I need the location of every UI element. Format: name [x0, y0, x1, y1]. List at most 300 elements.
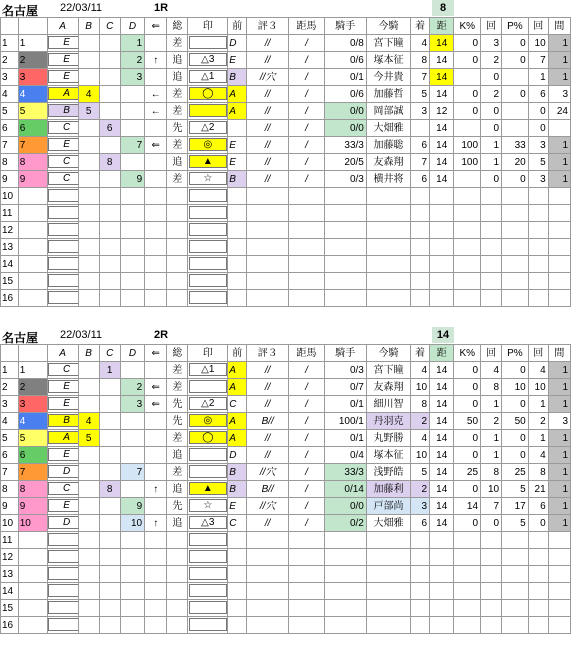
interval: 1	[548, 396, 570, 413]
row-no: 9	[1, 498, 19, 515]
p-pct: 50	[502, 413, 529, 430]
chaku: 7	[411, 154, 430, 171]
rank-a	[47, 396, 78, 413]
row-no: 6	[1, 120, 19, 137]
kyoba: /	[289, 52, 324, 69]
mark-value: △1	[189, 70, 227, 83]
mark-value	[189, 465, 227, 478]
mark-value	[189, 257, 227, 270]
table-row	[1, 205, 571, 222]
waku-no: 9	[18, 498, 47, 515]
chaku: 8	[411, 396, 430, 413]
style: 差	[167, 171, 188, 188]
rank-d	[120, 430, 144, 447]
rank-b	[78, 188, 99, 205]
now-jockey: 浅野皓	[366, 464, 410, 481]
kai2: 0	[528, 120, 548, 137]
k-pct	[454, 256, 481, 273]
kai: 2	[481, 52, 502, 69]
style	[167, 222, 188, 239]
rank-d: 7	[120, 464, 144, 481]
chaku: 6	[411, 137, 430, 154]
rank-a	[47, 86, 78, 103]
rank-b	[78, 69, 99, 86]
prev-rank: E	[228, 137, 247, 154]
mark	[188, 35, 228, 52]
distance	[430, 600, 454, 617]
chaku: 3	[411, 498, 430, 515]
kyoba	[289, 239, 324, 256]
kai2	[528, 583, 548, 600]
rank-d	[120, 413, 144, 430]
chaku: 4	[411, 35, 430, 52]
k-pct: 14	[454, 498, 481, 515]
k-pct: 0	[454, 103, 481, 120]
hyo3: //	[247, 52, 289, 69]
interval	[548, 273, 570, 290]
p-pct	[502, 600, 529, 617]
rank-a	[47, 532, 78, 549]
now-jockey: 大畑雅	[366, 515, 410, 532]
hyo3: B//	[247, 413, 289, 430]
now-jockey: 丸野勝	[366, 430, 410, 447]
now-jockey: 友森翔	[366, 379, 410, 396]
style: 差	[167, 464, 188, 481]
p-pct	[502, 273, 529, 290]
hyo3	[247, 205, 289, 222]
distance: 14	[430, 413, 454, 430]
prev-rank: A	[228, 430, 247, 447]
table-row	[1, 549, 571, 566]
rank-a-value: E	[48, 380, 79, 393]
rank-a-value	[48, 533, 79, 546]
table-row	[1, 52, 571, 69]
prev-rank	[228, 120, 247, 137]
rank-b	[78, 447, 99, 464]
row-no: 10	[1, 188, 19, 205]
kishu	[324, 256, 366, 273]
kai2	[528, 205, 548, 222]
rank-d: 2	[120, 52, 144, 69]
p-pct: 5	[502, 481, 529, 498]
prev-rank	[228, 583, 247, 600]
interval: 1	[548, 498, 570, 515]
kyoba: /	[289, 103, 324, 120]
rank-a	[47, 256, 78, 273]
distance	[430, 256, 454, 273]
kyoba: /	[289, 413, 324, 430]
p-pct	[502, 532, 529, 549]
rank-c	[99, 583, 120, 600]
mark-value	[189, 618, 227, 631]
style: 差	[167, 430, 188, 447]
kai2: 10	[528, 379, 548, 396]
now-jockey	[366, 239, 410, 256]
rank-a	[47, 120, 78, 137]
now-jockey: 細川智	[366, 396, 410, 413]
hyo3: //穴	[247, 498, 289, 515]
header-mark: 印	[188, 345, 228, 362]
rank-b	[78, 290, 99, 307]
table-row	[1, 617, 571, 634]
rank-a	[47, 379, 78, 396]
kishu	[324, 188, 366, 205]
header-kai: 回	[481, 345, 502, 362]
waku-no: 7	[18, 137, 47, 154]
now-jockey	[366, 222, 410, 239]
distance: 14	[430, 481, 454, 498]
kishu	[324, 617, 366, 634]
header-distance: 距	[430, 18, 454, 35]
now-jockey	[366, 549, 410, 566]
kai: 2	[481, 86, 502, 103]
style: 追	[167, 481, 188, 498]
rank-d	[120, 154, 144, 171]
chaku	[411, 188, 430, 205]
prev-rank	[228, 205, 247, 222]
now-jockey: 加藤利	[366, 481, 410, 498]
row-no: 6	[1, 447, 19, 464]
kishu: 0/7	[324, 379, 366, 396]
kai2: 21	[528, 481, 548, 498]
interval	[548, 549, 570, 566]
p-pct	[502, 549, 529, 566]
interval	[548, 205, 570, 222]
k-pct: 0	[454, 86, 481, 103]
rank-a-value: E	[48, 499, 79, 512]
chaku	[411, 273, 430, 290]
hyo3	[247, 600, 289, 617]
hyo3: //	[247, 430, 289, 447]
header-p-pct: P%	[502, 18, 529, 35]
mark-value: ▲	[189, 155, 227, 168]
waku-no: 2	[18, 379, 47, 396]
arrow	[145, 171, 167, 188]
prev-rank: D	[228, 447, 247, 464]
header-interval: 間	[548, 18, 570, 35]
rank-a	[47, 515, 78, 532]
row-no: 14	[1, 583, 19, 600]
table-row	[1, 515, 571, 532]
distance: 14	[430, 69, 454, 86]
rank-d	[120, 600, 144, 617]
arrow	[145, 447, 167, 464]
arrow	[145, 498, 167, 515]
kai	[481, 583, 502, 600]
race-number: 2R	[154, 329, 169, 341]
mark-value	[189, 104, 227, 117]
arrow	[145, 600, 167, 617]
rank-d	[120, 86, 144, 103]
header-hyo3: 評３	[247, 18, 289, 35]
table-row	[1, 171, 571, 188]
rank-a	[47, 447, 78, 464]
race-table-2	[0, 344, 571, 634]
row-no: 16	[1, 290, 19, 307]
now-jockey: 横井将	[366, 171, 410, 188]
style	[167, 549, 188, 566]
waku-no	[18, 290, 47, 307]
rank-a-value	[48, 189, 79, 202]
distance: 14	[430, 379, 454, 396]
rank-a	[47, 498, 78, 515]
rank-c	[99, 52, 120, 69]
mark	[188, 447, 228, 464]
rank-a	[47, 205, 78, 222]
rank-a	[47, 52, 78, 69]
kyoba: /	[289, 362, 324, 379]
rank-d: 3	[120, 69, 144, 86]
p-pct	[502, 617, 529, 634]
hyo3: //穴	[247, 69, 289, 86]
kai2	[528, 188, 548, 205]
hyo3	[247, 239, 289, 256]
kyoba: /	[289, 447, 324, 464]
mark	[188, 137, 228, 154]
k-pct	[454, 566, 481, 583]
distance: 14	[430, 137, 454, 154]
k-pct: 50	[454, 413, 481, 430]
kai	[481, 549, 502, 566]
arrow: ←	[145, 86, 167, 103]
table-row	[1, 600, 571, 617]
rank-b	[78, 549, 99, 566]
interval: 1	[548, 515, 570, 532]
prev-rank: A	[228, 379, 247, 396]
rank-c	[99, 413, 120, 430]
distance	[430, 583, 454, 600]
kyoba	[289, 532, 324, 549]
header-interval: 間	[548, 345, 570, 362]
hyo3: //	[247, 154, 289, 171]
rank-a	[47, 362, 78, 379]
rank-d	[120, 222, 144, 239]
p-pct	[502, 205, 529, 222]
kishu	[324, 273, 366, 290]
rank-a-value: C	[48, 482, 79, 495]
rank-c	[99, 205, 120, 222]
waku-no: 8	[18, 481, 47, 498]
rank-b	[78, 205, 99, 222]
rank-d: 2	[120, 379, 144, 396]
mark-value: ☆	[189, 499, 227, 512]
kai	[481, 566, 502, 583]
kai: 1	[481, 396, 502, 413]
row-no: 15	[1, 273, 19, 290]
now-jockey	[366, 205, 410, 222]
p-pct: 0	[502, 171, 529, 188]
interval	[548, 566, 570, 583]
chaku: 7	[411, 69, 430, 86]
rank-a-value: E	[48, 36, 79, 49]
arrow	[145, 256, 167, 273]
k-pct: 100	[454, 154, 481, 171]
kai2	[528, 566, 548, 583]
rank-c	[99, 273, 120, 290]
rank-a-value: C	[48, 172, 79, 185]
now-jockey: 戸部尚	[366, 498, 410, 515]
row-no: 14	[1, 256, 19, 273]
rank-b	[78, 498, 99, 515]
mark-value: △2	[189, 397, 227, 410]
rank-a-value: D	[48, 465, 79, 478]
style: 先	[167, 498, 188, 515]
waku-no: 6	[18, 447, 47, 464]
distance: 14	[430, 464, 454, 481]
arrow	[145, 273, 167, 290]
style: 追	[167, 447, 188, 464]
p-pct: 25	[502, 464, 529, 481]
rank-b: 5	[78, 103, 99, 120]
arrow	[145, 222, 167, 239]
distance: 14	[430, 86, 454, 103]
mark-value	[189, 533, 227, 546]
chaku	[411, 222, 430, 239]
mark	[188, 362, 228, 379]
waku-no	[18, 617, 47, 634]
rank-a	[47, 413, 78, 430]
arrow: ↑	[145, 515, 167, 532]
p-pct	[502, 239, 529, 256]
rank-c	[99, 447, 120, 464]
kai2: 10	[528, 35, 548, 52]
rank-a	[47, 600, 78, 617]
arrow	[145, 188, 167, 205]
distance: 14	[430, 396, 454, 413]
mark-value: ◯	[189, 431, 227, 444]
kyoba	[289, 290, 324, 307]
arrow	[145, 549, 167, 566]
kyoba	[289, 617, 324, 634]
waku-no	[18, 205, 47, 222]
rank-c: 1	[99, 362, 120, 379]
mark	[188, 600, 228, 617]
now-jockey	[366, 188, 410, 205]
kyoba	[289, 205, 324, 222]
prev-rank	[228, 532, 247, 549]
rank-c	[99, 379, 120, 396]
now-jockey: 加藤聡	[366, 137, 410, 154]
kai: 2	[481, 413, 502, 430]
header-prev-rank: 前	[228, 18, 247, 35]
header-style: 総	[167, 18, 188, 35]
k-pct	[454, 69, 481, 86]
rank-c	[99, 515, 120, 532]
arrow	[145, 583, 167, 600]
p-pct: 10	[502, 379, 529, 396]
waku-no	[18, 188, 47, 205]
mark	[188, 188, 228, 205]
row-no: 11	[1, 205, 19, 222]
rank-d	[120, 256, 144, 273]
mark	[188, 413, 228, 430]
kai2	[528, 239, 548, 256]
chaku: 10	[411, 447, 430, 464]
mark-value: △3	[189, 53, 227, 66]
rank-a-value	[48, 584, 79, 597]
kyoba: /	[289, 35, 324, 52]
kyoba: /	[289, 86, 324, 103]
rank-b	[78, 566, 99, 583]
kishu	[324, 583, 366, 600]
rank-b	[78, 396, 99, 413]
rank-d	[120, 481, 144, 498]
rank-a	[47, 35, 78, 52]
p-pct: 33	[502, 137, 529, 154]
kai2	[528, 532, 548, 549]
row-no: 12	[1, 549, 19, 566]
p-pct: 17	[502, 498, 529, 515]
kai	[481, 239, 502, 256]
hyo3: //	[247, 137, 289, 154]
style	[167, 205, 188, 222]
table-row	[1, 273, 571, 290]
p-pct	[502, 290, 529, 307]
style: 先	[167, 413, 188, 430]
mark	[188, 239, 228, 256]
distance: 14	[430, 515, 454, 532]
distance	[430, 273, 454, 290]
now-jockey: 加藤哲	[366, 86, 410, 103]
kai2	[528, 549, 548, 566]
kyoba: /	[289, 396, 324, 413]
rank-a	[47, 154, 78, 171]
kyoba: /	[289, 379, 324, 396]
prev-rank: E	[228, 154, 247, 171]
rank-a	[47, 171, 78, 188]
rank-a	[47, 549, 78, 566]
rank-a-value	[48, 257, 79, 270]
prev-rank: A	[228, 362, 247, 379]
distance: 14	[430, 171, 454, 188]
kishu: 33/3	[324, 137, 366, 154]
header-rank-d: D	[120, 345, 144, 362]
waku-no: 8	[18, 154, 47, 171]
table-row	[1, 256, 571, 273]
waku-no: 2	[18, 52, 47, 69]
prev-rank	[228, 290, 247, 307]
chaku	[411, 290, 430, 307]
mark-value: ▲	[189, 482, 227, 495]
distance	[430, 290, 454, 307]
waku-no	[18, 256, 47, 273]
waku-no: 4	[18, 413, 47, 430]
mark	[188, 430, 228, 447]
style	[167, 532, 188, 549]
interval	[548, 188, 570, 205]
rank-a-value: E	[48, 53, 79, 66]
arrow	[145, 154, 167, 171]
kai	[481, 600, 502, 617]
table-row	[1, 430, 571, 447]
header-rank-a: A	[47, 18, 78, 35]
distance: 14	[430, 447, 454, 464]
row-no: 4	[1, 86, 19, 103]
kishu: 20/5	[324, 154, 366, 171]
rank-b	[78, 583, 99, 600]
kyoba	[289, 188, 324, 205]
style	[167, 188, 188, 205]
prev-rank	[228, 273, 247, 290]
rank-a	[47, 239, 78, 256]
now-jockey: 今井貴	[366, 69, 410, 86]
kyoba: /	[289, 481, 324, 498]
kai2: 3	[528, 171, 548, 188]
rank-a-value	[48, 567, 79, 580]
mark	[188, 583, 228, 600]
style	[167, 239, 188, 256]
kai2: 5	[528, 154, 548, 171]
